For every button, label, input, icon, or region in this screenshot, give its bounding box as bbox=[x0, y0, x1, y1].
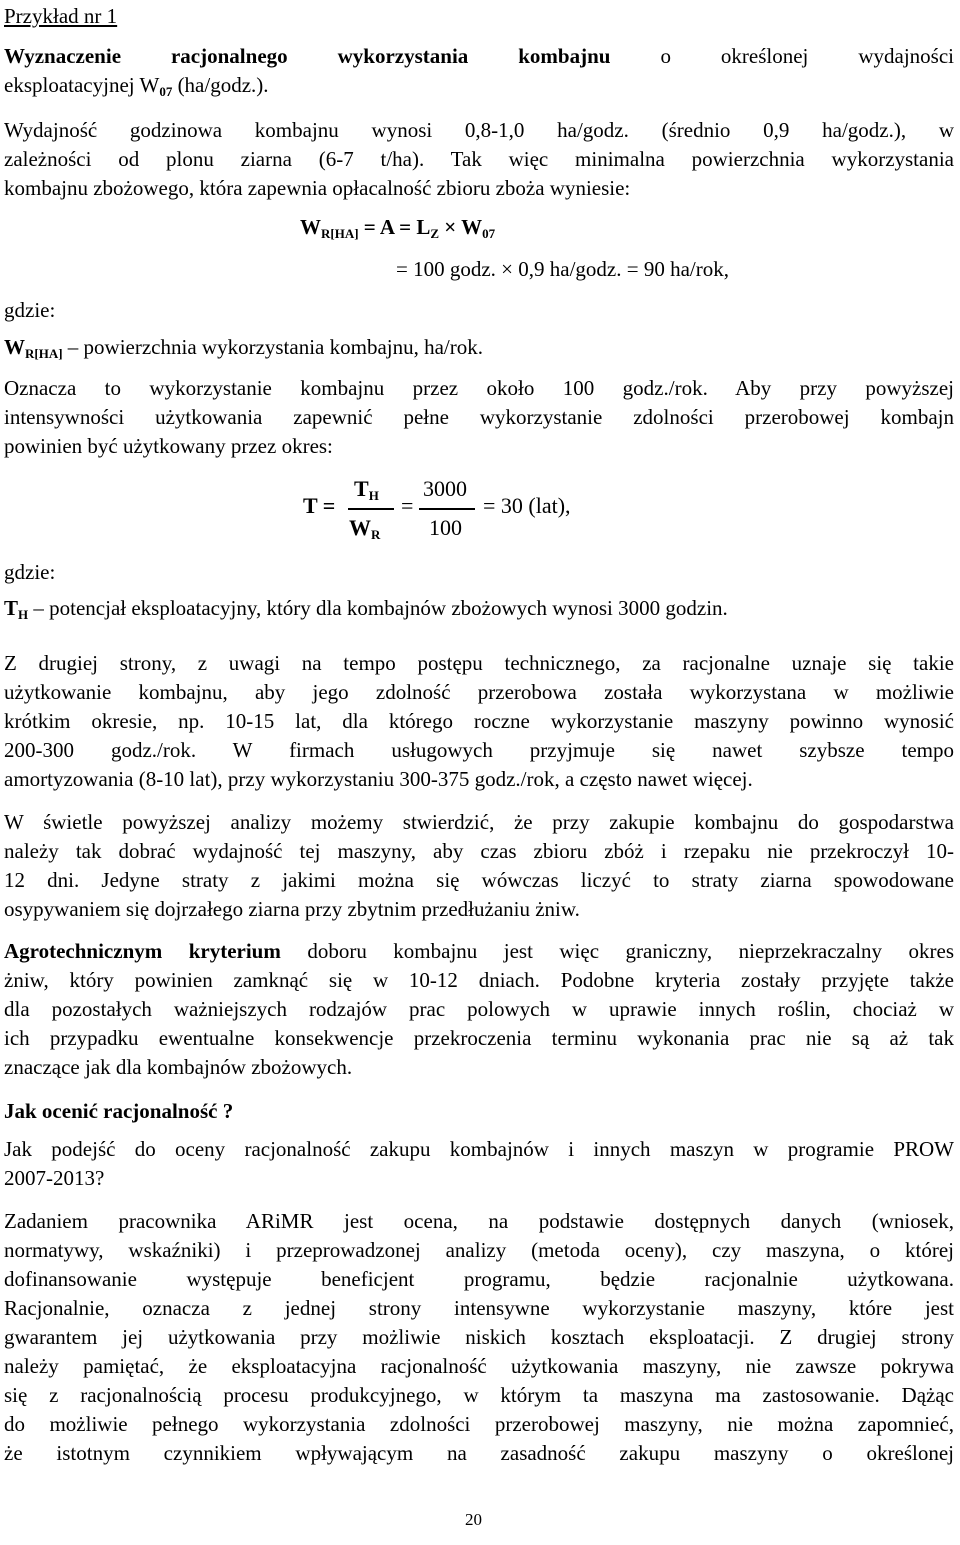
example-header: Przykład nr 1 bbox=[4, 4, 118, 28]
para7-line: do możliwie pełnego wykorzystania zdolności przerobowej maszyny, nie można zapomnieć, bbox=[4, 1412, 954, 1436]
gdzie-label-2: gdzie: bbox=[4, 560, 56, 584]
formula-2-fraction-bar-1 bbox=[348, 508, 394, 510]
para5-line: dla pozostałych ważniejszych rodzajów prac polowych w uprawie innych roślin, chociaż w bbox=[4, 997, 954, 1021]
para2-line-1: Oznacza to wykorzystanie kombajnu przez około 100 godz./rok. Aby przy powyższej bbox=[4, 376, 954, 400]
formula-1-line-1: $W_{R[HA]} = A = L_Z \times W_{07}$ bbox=[300, 215, 496, 241]
para7-line: Zadaniem pracownika ARiMR jest ocena, na podstawie dostępnych danych (wniosek, bbox=[4, 1209, 954, 1233]
para1-line-2: zależności od plonu ziarna (6-7 t/ha). Tak więc minimalna powierzchnia wykorzystania bbox=[4, 147, 954, 171]
para3-line: krótkim okresie, np. 10-15 lat, dla którego roczne wykorzystanie maszyny powinno wynosić bbox=[4, 709, 954, 733]
formula-2-numerator-2: 3000 bbox=[423, 476, 467, 501]
para7-line: należy pamiętać, że eksploatacyjna racjonalność użytkowania maszyny, nie zawsze pokrywa bbox=[4, 1354, 954, 1378]
formula-2-result: = 30 (lat), bbox=[483, 493, 571, 518]
heading-bold: Wyznaczenie racjonalnego wykorzystania kombajnu bbox=[4, 44, 611, 68]
definition-wr: $W_{R[HA]}$ – powierzchnia wykorzystania kombajnu, ha/rok. bbox=[4, 335, 484, 361]
para7-line: gwarantem jej użytkowania przy możliwie niskich kosztach eksploatacji. Z drugiej strony bbox=[4, 1325, 954, 1349]
para7-line: Racjonalnie, oznacza z jednej strony intensywne wykorzystanie maszyny, które jest bbox=[4, 1296, 954, 1320]
heading-line-1 bbox=[4, 42, 954, 71]
para7-line: dofinansowanie występuje beneficjent programu, będzie racjonalnie użytkowana. bbox=[4, 1267, 954, 1291]
para5-line: żniw, który powinien zamknąć się w 10-12 dniach. Podobne kryteria zostały przyjęte także bbox=[4, 968, 954, 992]
para3-line: 200-300 godz./rok. W firmach usługowych przyjmuje się nawet szybsze tempo bbox=[4, 738, 954, 762]
para6-line: 2007-2013? bbox=[4, 1166, 105, 1190]
para5-line: znaczące jak dla kombajnów zbożowych. bbox=[4, 1055, 353, 1079]
para3-line: Z drugiej strony, z uwagi na tempo postępu technicznego, za racjonalne uznaje się takie bbox=[4, 651, 954, 675]
heading-line-2: eksploatacyjnej $W_{07}$ (ha/godz.). bbox=[4, 73, 269, 99]
formula-2-numerator: $T_H$ bbox=[354, 476, 379, 503]
para3-line: amortyzowania (8-10 lat), przy wykorzystaniu 300-375 godz./rok, a często nawet więcej. bbox=[4, 767, 753, 791]
para2-line-3: powinien być użytkowany przez okres: bbox=[4, 434, 333, 458]
formula-2-t-equals: T = bbox=[303, 493, 336, 518]
subheading: Jak ocenić racjonalność ? bbox=[4, 1099, 234, 1123]
para7-line: że istotnym czynnikiem wpływającym na zasadność zakupu maszyny o określonej bbox=[4, 1441, 954, 1465]
gdzie-label-1: gdzie: bbox=[4, 298, 56, 322]
formula-2-denominator: $W_R$ bbox=[349, 515, 381, 542]
para5-line: ich przypadku ewentualne konsekwencje przekroczenia terminu wykonania prac nie są aż tak bbox=[4, 1026, 954, 1050]
definition-th: $T_H$ – potencjał eksploatacyjny, który dla kombajnów zbożowych wynosi 3000 godzin. bbox=[4, 596, 728, 622]
para1-line-3: kombajnu zbożowego, która zapewnia opłacalność zbioru zboża wyniesie: bbox=[4, 176, 631, 200]
formula-2-denominator-2: 100 bbox=[429, 515, 462, 540]
para4-line: należy tak dobrać wydajność tej maszyny, aby czas zbioru zbóż i rzepaku nie przekroczył 10- bbox=[4, 839, 954, 863]
para3-line: użytkowanie kombajnu, aby jego zdolność przerobowa została wykorzystana w możliwie bbox=[4, 680, 954, 704]
para4-line: W świetle powyższej analizy możemy stwierdzić, że przy zakupie kombajnu do gospodarstwa bbox=[4, 810, 954, 834]
para1-line-1: Wydajność godzinowa kombajnu wynosi 0,8-1,0 ha/godz. (średnio 0,9 ha/godz.), w bbox=[4, 118, 954, 142]
para4-line: osypywaniem się dojrzałego ziarna przy zbytnim przedłużaniu żniw. bbox=[4, 897, 580, 921]
para6-line: Jak podejść do oceny racjonalność zakupu kombajnów i innych maszyn w programie PROW bbox=[4, 1137, 954, 1161]
para4-line: 12 dni. Jedyne straty z jakimi można się wówczas liczyć to straty ziarna spowodowane bbox=[4, 868, 954, 892]
formula-2-equals: = bbox=[401, 493, 414, 518]
heading-rest: o określonej wydajności bbox=[660, 44, 955, 68]
para2-line-2: intensywności użytkowania zapewnić pełne wykorzystanie zdolności przerobowej kombajn bbox=[4, 405, 954, 429]
criterion-bold: Agrotechnicznym kryterium bbox=[4, 939, 281, 963]
para7-line: się z racjonalnością procesu produkcyjnego, w którym ta maszyna ma zastosowanie. Dążąc bbox=[4, 1383, 954, 1407]
page-number: 20 bbox=[465, 1510, 482, 1529]
para7-line: normatywy, wskaźniki) i przeprowadzonej analizy (metoda oceny), czy maszyna, o której bbox=[4, 1238, 954, 1262]
formula-2-fraction-bar-2 bbox=[419, 508, 475, 510]
formula-1-line-2: = 100 godz. × 0,9 ha/godz. = 90 ha/rok, bbox=[396, 257, 729, 281]
para5-line-1: Agrotechnicznym kryterium doboru kombajnu jest więc graniczny, nieprzekraczalny okres bbox=[4, 939, 954, 963]
